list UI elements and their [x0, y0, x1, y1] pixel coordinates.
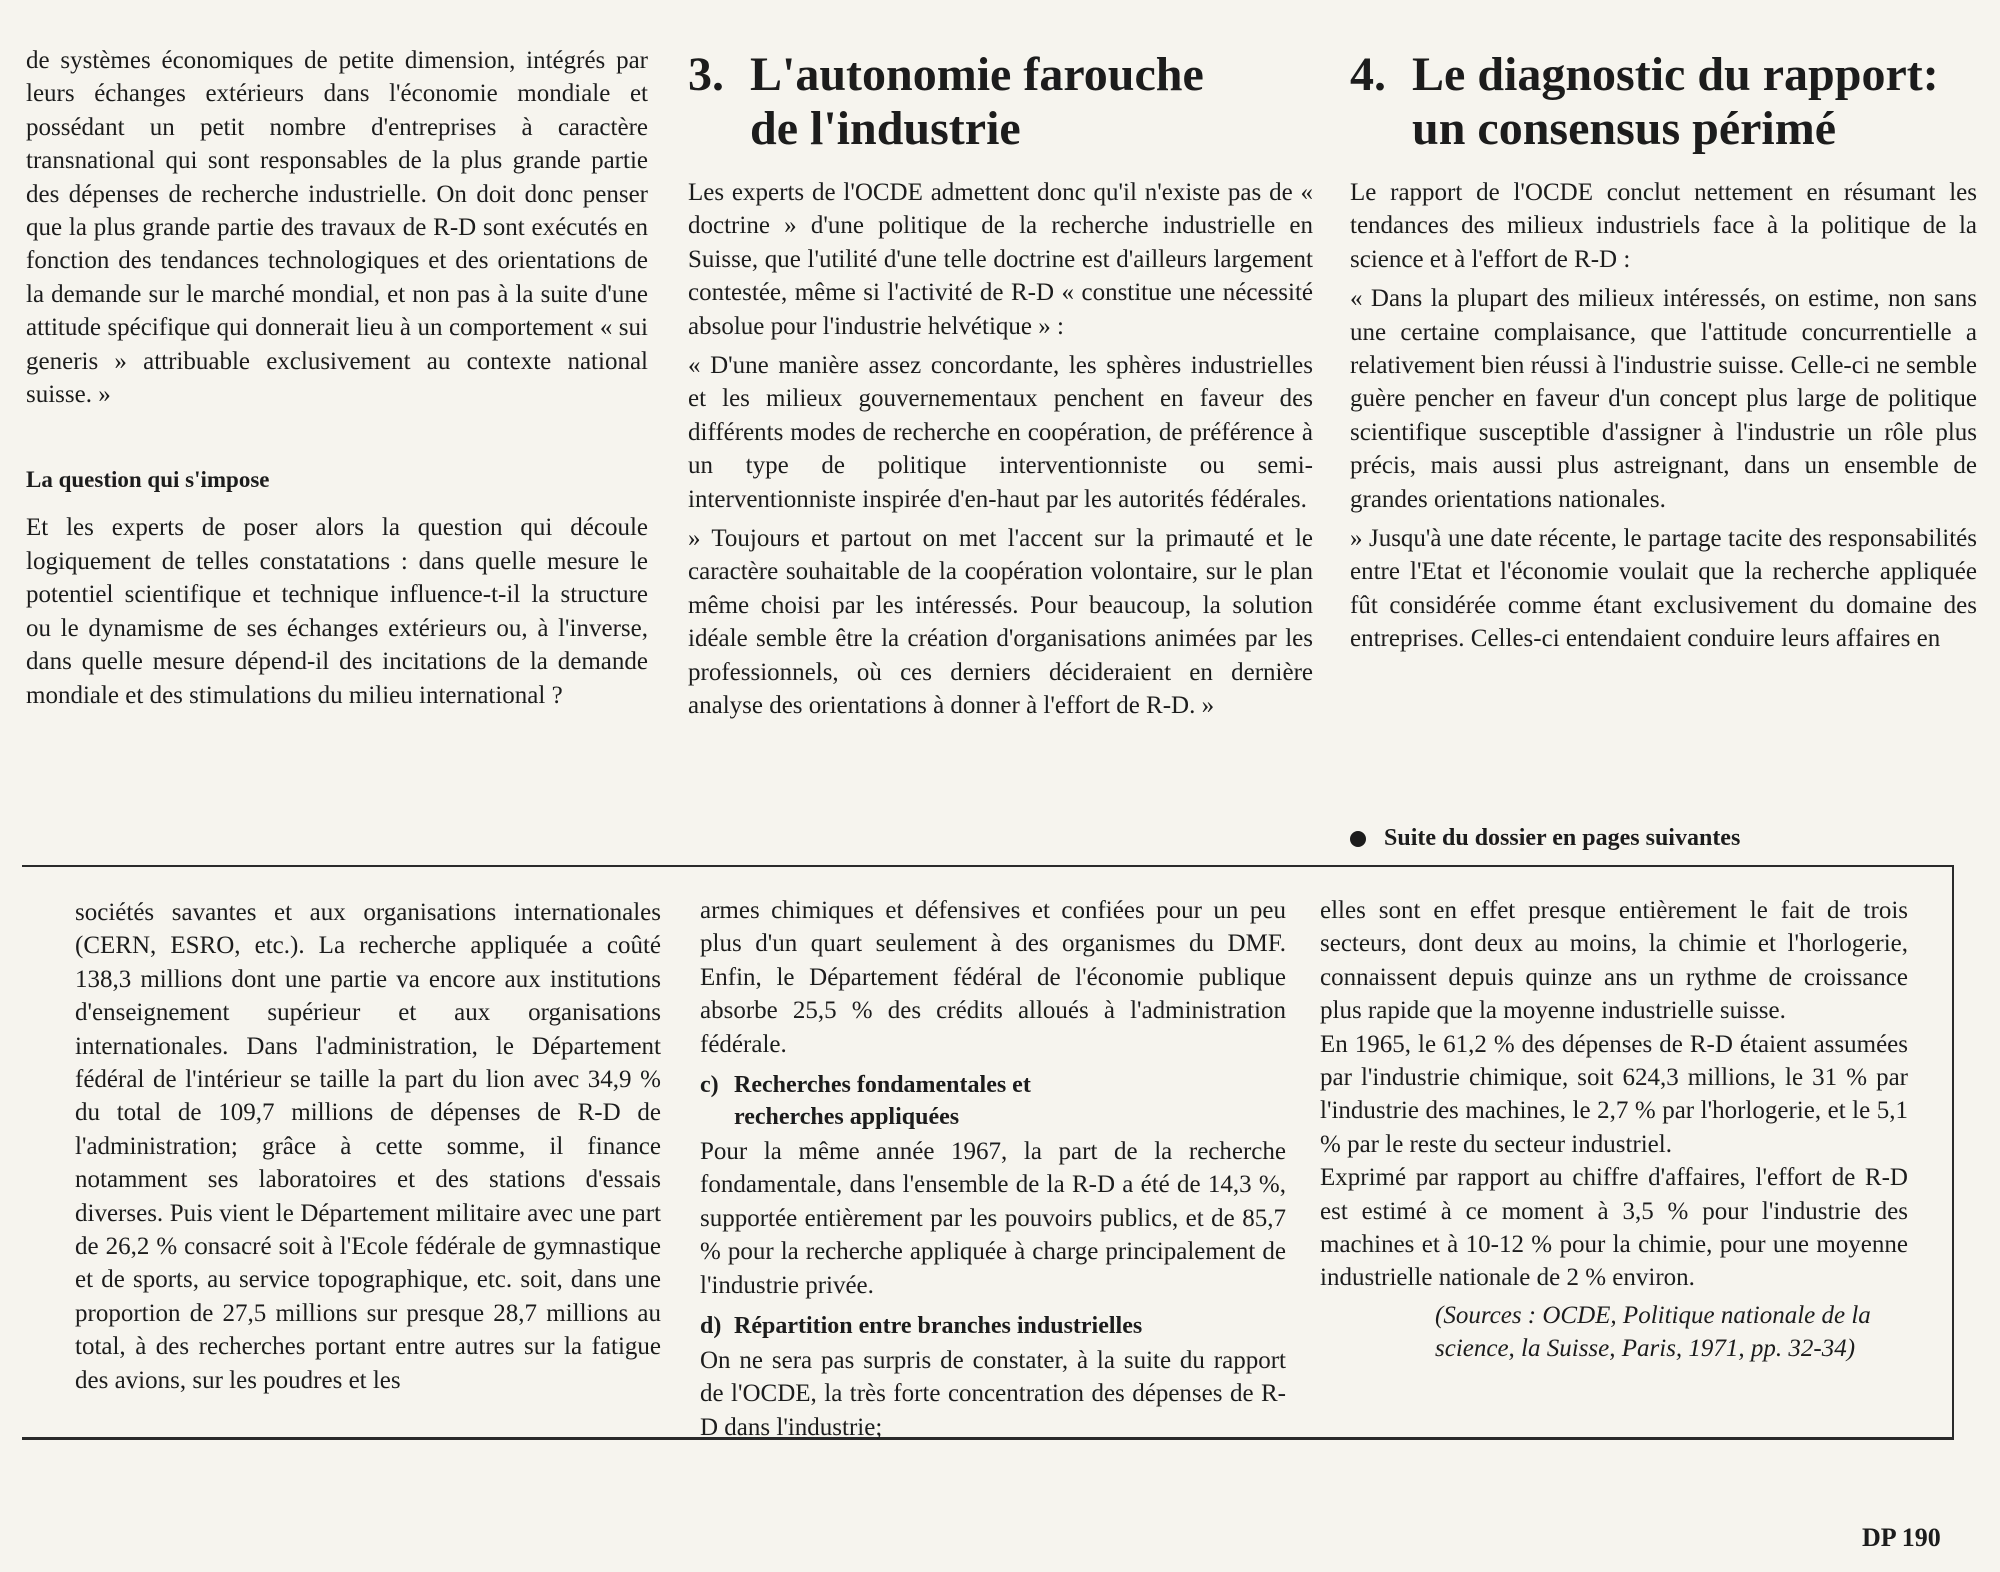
section-3-number: 3.: [688, 48, 724, 101]
bullet-icon: [1350, 831, 1366, 847]
box-column-2: [700, 894, 1286, 1444]
top-col3-paragraph-2: « Dans la plupart des milieux intéressés, on estime, non sans une certaine complaisance, que l'attitude concurrentielle a relativement bien réussi à l'industrie suisse. Celle-ci ne semble guère pencher en faveur d'un concept plus large de politique scientifique susceptible d'assigner à l'industrie un rôle plus précis, mais aussi plus astreignant, dans un ensemble de grandes orientations nationales.: [1350, 285, 1977, 513]
subheading-c: c) Recherches fondamentales et recherches appliquées: [700, 1072, 1031, 1131]
section-3-title-line1: L'autonomie farouche: [750, 48, 1204, 101]
section-4-title-line2: un consensus périmé: [1412, 102, 1837, 155]
subheading-d: d) Répartition entre branches industrielles: [700, 1313, 1143, 1340]
box-col3-paragraph-2: En 1965, le 61,2 % des dépenses de R-D étaient assumées par l'industrie chimique, soit 624,3 millions, le 31 % par l'industrie des machines, le 2,7 % par l'horlogerie, et le 5,1 % par le reste du secteur industriel.: [1320, 1030, 1908, 1158]
top-column-1: [26, 44, 648, 712]
sources-citation: (Sources : OCDE, Politique nationale de la science, la Suisse, Paris, 1971, pp. 32-34): [1435, 1301, 1871, 1363]
section-4-title-line1: Le diagnostic du rapport:: [1412, 48, 1939, 101]
section-4-heading: [1350, 48, 1977, 156]
box-col2-paragraph-c: Pour la même année 1967, la part de la recherche fondamentale, dans l'ensemble de la R-D a été de 14,3 %, supportée entièrement par les pouvoirs publics, et de 85,7 % pour la recherche appliquée à charge principalement de l'industrie privée.: [700, 1138, 1286, 1299]
top-col2-paragraph-2: « D'une manière assez concordante, les sphères industrielles et les milieux gouvernementaux penchent en faveur des différents modes de recherche en coopération, de préférence à un type de politique interventionniste ou semi-interventionniste inspirée d'en-haut par les autorités fédérales.: [688, 352, 1313, 513]
top-col2-paragraph-3: » Toujours et partout on met l'accent sur la primauté et le caractère souhaitable de la coopération volontaire, sur le plan même choisi par les intéressés. Pour beaucoup, la solution idéale semble être la création d'organisations animées par les professionnels, où ces derniers décideraient en dernière analyse des orientations à donner à l'effort de R-D. »: [688, 525, 1313, 720]
box-col3-paragraph-1: elles sont en effet presque entièrement le fait de trois secteurs, dont deux au moins, la chimie et l'horlogerie, connaissent depuis quinze ans un rythme de croissance plus rapide que la moyenne industrielle suisse.: [1320, 897, 1908, 1025]
section-4-number: 4.: [1350, 48, 1386, 101]
top-col3-paragraph-1: Le rapport de l'OCDE conclut nettement en résumant les tendances des milieux industriels face à la politique de la science et à l'effort de R-D :: [1350, 179, 1977, 273]
box-column-3: [1320, 894, 1908, 1391]
top-col2-paragraph-1: Les experts de l'OCDE admettent donc qu'il n'existe pas de « doctrine » d'une politique de la recherche industrielle en Suisse, que l'utilité d'une telle doctrine est d'ailleurs largement contestée, même si l'activité de R-D « constitue une nécessité absolue pour l'industrie helvétique » :: [688, 179, 1313, 340]
section-3-heading: [688, 48, 1313, 156]
top-col1-paragraph-2: Et les experts de poser alors la question qui découle logiquement de telles constatations : dans quelle mesure le potentiel scientifique et technique influence-t-il la structure ou le dynamisme de ses échanges extérieurs ou, à l'inverse, dans quelle mesure dépend-il des incitations de la demande mondiale et des stimulations du milieu international ?: [26, 514, 648, 709]
top-column-2: [688, 48, 1313, 723]
box-col2-paragraph-a: armes chimiques et défensives et confiées pour un peu plus d'un quart seulement à des organismes du DMF. Enfin, le Département fédéral de l'économie publique absorbe 25,5 % des crédits alloués à l'administration fédérale.: [700, 897, 1286, 1058]
subheading-question: La question qui s'impose: [26, 467, 270, 493]
top-col1-paragraph: de systèmes économiques de petite dimension, intégrés par leurs échanges extérieurs dans l'économie mondiale et possédant un petit nombre d'entreprises à caractère transnational qui sont responsables de la plus grande partie des dépenses de recherche industrielle. On doit donc penser que la plus grande partie des travaux de R-D sont exécutés en fonction des tendances technologiques et des orientations de la demande sur le marché mondial, et non pas à la suite d'une attitude spécifique qui donnerait lieu à un comportement « sui generis » attribuable exclusivement au contexte national suisse. »: [26, 47, 648, 409]
box-col2-paragraph-d: On ne sera pas surpris de constater, à la suite du rapport de l'OCDE, la très forte concentration des dépenses de R-D dans l'industrie;: [700, 1347, 1286, 1441]
section-3-title-line2: de l'industrie: [750, 102, 1021, 155]
box-col3-paragraph-3: Exprimé par rapport au chiffre d'affaires, l'effort de R-D est estimé à ce moment à 3,5 % pour l'industrie des machines et à 10-12 % pour la chimie, pour une moyenne industrielle nationale de 2 % environ.: [1320, 1164, 1908, 1292]
continued-note: [1350, 825, 1740, 852]
top-col3-paragraph-3: » Jusqu'à une date récente, le partage tacite des responsabilités entre l'Etat et l'économie voulait que la recherche appliquée fût considérée comme étant exclusivement du domaine des entreprises. Celles-ci entendaient conduire leurs affaires en: [1350, 525, 1977, 653]
page-number: DP 190: [1862, 1523, 1941, 1552]
top-column-3: [1350, 48, 1977, 656]
continued-label: Suite du dossier en pages suivantes: [1384, 825, 1741, 851]
box-column-1: [75, 896, 661, 1397]
box-col1-paragraph: sociétés savantes et aux organisations internationales (CERN, ESRO, etc.). La recherche appliquée a coûté 138,3 millions dont une partie va encore aux institutions d'enseignement supérieur et aux organisations internationales. Dans l'administration, le Département fédéral de l'intérieur se taille la part du lion avec 34,9 % du total de 109,7 millions de dépenses de R-D de l'administration; grâce à cette somme, il finance notamment ses laboratoires et des stations d'essais diverses. Puis vient le Département militaire avec une part de 26,2 % consacré soit à l'Ecole fédérale de gymnastique et de sports, au service topographique, etc. soit, dans une proportion de 27,5 millions sur presque 28,7 millions au total, à des recherches portant entre autres sur la fatigue des avions, sur les poudres et les: [75, 899, 661, 1394]
